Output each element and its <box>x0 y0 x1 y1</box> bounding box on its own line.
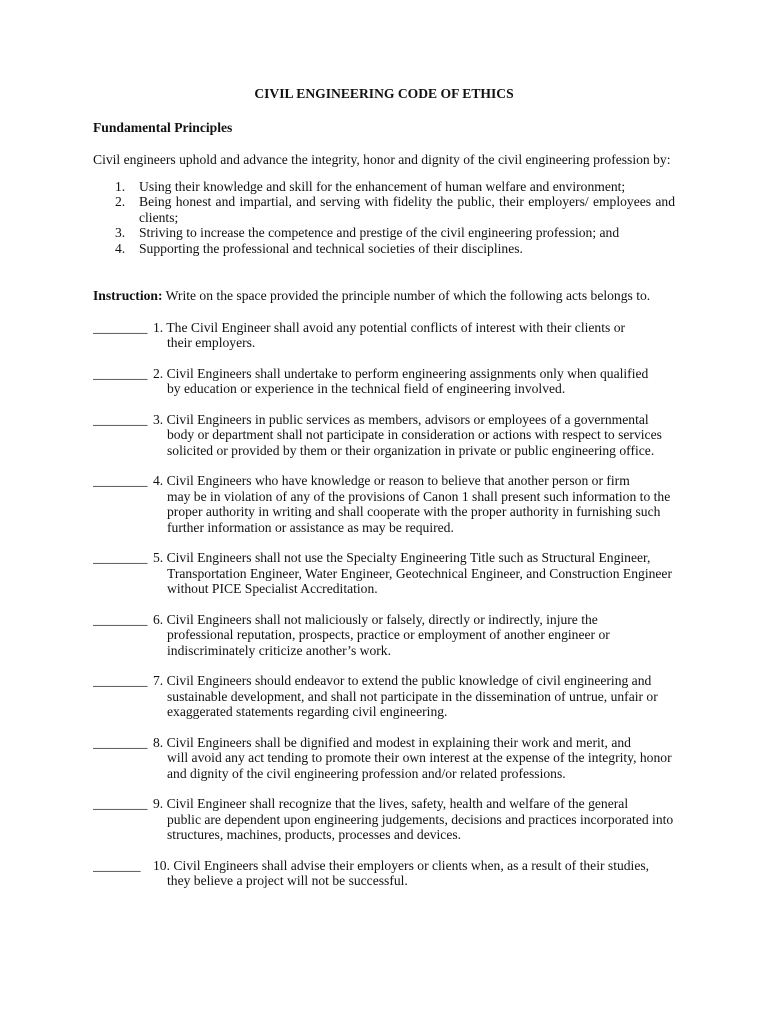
answer-blank[interactable]: ________ <box>93 673 148 688</box>
instruction-text: Write on the space provided the principle number of which the following acts belongs to. <box>162 288 651 303</box>
question-first-line: 7. Civil Engineers should endeavor to extend the public knowledge of civil engineering and <box>153 673 652 688</box>
question-rest: sustainable development, and shall not participate in the dissemination of untrue, unfair or exaggerated statements regarding civil engineering. <box>167 688 658 719</box>
answer-blank[interactable]: ________ <box>93 473 148 488</box>
question-item <box>93 473 675 535</box>
principle-text: Being honest and impartial, and serving with fidelity the public, their employers/ employees and clients; <box>139 194 675 225</box>
question-first-line: 3. Civil Engineers in public services as members, advisors or employees of a governmental <box>153 411 649 427</box>
principle-number: 2. <box>115 194 126 209</box>
question-rest: body or department shall not participate in consideration or actions with respect to services solicited or provided by them or their organization in private or public engineering office. <box>167 427 662 458</box>
question-list <box>93 320 675 889</box>
intro-paragraph: Civil engineers uphold and advance the integrity, honor and dignity of the civil engineering profession by: <box>93 152 671 167</box>
section-heading: Fundamental Principles <box>93 119 233 135</box>
principle-item <box>93 241 675 257</box>
question-item <box>93 550 675 597</box>
document-title: CIVIL ENGINEERING CODE OF ETHICS <box>254 86 514 101</box>
principles-list <box>93 179 675 257</box>
instruction-paragraph <box>93 288 675 304</box>
question-rest: public are dependent upon engineering judgements, decisions and practices incorporated into structures, machines, products, processes and devices. <box>167 811 674 842</box>
answer-blank[interactable]: ________ <box>93 611 148 627</box>
answer-blank[interactable]: _______ <box>93 857 141 873</box>
principle-text: Supporting the professional and technical societies of their disciplines. <box>139 240 523 256</box>
principle-item <box>93 225 675 241</box>
answer-blank[interactable]: ________ <box>93 796 148 811</box>
answer-blank[interactable]: ________ <box>93 411 148 427</box>
question-item <box>93 412 675 459</box>
question-body <box>153 673 675 720</box>
principle-text: Striving to increase the competence and prestige of the civil engineering profession; and <box>139 225 620 240</box>
question-first-line: 1. The Civil Engineer shall avoid any potential conflicts of interest with their clients or <box>153 319 626 335</box>
question-body <box>153 735 675 782</box>
question-rest: by education or experience in the technical field of engineering involved. <box>167 381 566 396</box>
principle-number: 4. <box>115 240 126 256</box>
question-item <box>93 366 675 397</box>
question-first-line: 4. Civil Engineers who have knowledge or reason to believe that another person or firm <box>153 473 630 488</box>
question-body <box>153 612 675 659</box>
question-body <box>153 796 675 843</box>
question-first-line: 6. Civil Engineers shall not maliciously or falsely, directly or indirectly, injure the <box>153 611 598 627</box>
question-item <box>93 858 675 889</box>
question-first-line: 9. Civil Engineer shall recognize that the lives, safety, health and welfare of the general <box>153 796 629 811</box>
question-body <box>153 412 675 459</box>
question-rest: their employers. <box>167 335 256 350</box>
question-rest: Transportation Engineer, Water Engineer, Geotechnical Engineer, and Construction Engineer without PICE Specialist Accreditation. <box>167 565 672 596</box>
question-item <box>93 796 675 843</box>
question-body <box>153 550 675 597</box>
question-rest: may be in violation of any of the provisions of Canon 1 shall present such information to the proper authority in writing and shall cooperate with the proper authority in furnishing such further information or assistance as may be required. <box>167 488 671 535</box>
instruction-label: Instruction: <box>93 288 163 303</box>
document-page <box>93 86 675 904</box>
principle-number: 1. <box>115 178 126 194</box>
question-rest: they believe a project will not be successful. <box>167 873 408 888</box>
question-first-line: 8. Civil Engineers shall be dignified and modest in explaining their work and merit, and <box>153 734 631 750</box>
question-body <box>153 473 675 535</box>
question-body <box>153 366 675 397</box>
answer-blank[interactable]: ________ <box>93 365 148 381</box>
question-rest: will avoid any act tending to promote their own interest at the expense of the integrity, honor and dignity of the civil engineering profession and/or related professions. <box>167 750 672 781</box>
question-first-line: 5. Civil Engineers shall not use the Specialty Engineering Title such as Structural Engineer, <box>153 550 651 565</box>
question-rest: professional reputation, prospects, practice or employment of another engineer or indiscriminately criticize another’s work. <box>167 627 610 658</box>
question-item <box>93 735 675 782</box>
question-first-line: 2. Civil Engineers shall undertake to perform engineering assignments only when qualified <box>153 365 649 381</box>
answer-blank[interactable]: ________ <box>93 734 148 750</box>
question-item <box>93 673 675 720</box>
principle-item <box>93 179 675 195</box>
answer-blank[interactable]: ________ <box>93 319 148 335</box>
principle-item <box>93 194 675 225</box>
question-body <box>153 858 675 889</box>
principle-number: 3. <box>115 225 126 240</box>
answer-blank[interactable]: ________ <box>93 550 148 565</box>
question-body <box>153 320 675 351</box>
question-first-line: 10. Civil Engineers shall advise their employers or clients when, as a result of their studies, <box>153 857 650 873</box>
principle-text: Using their knowledge and skill for the enhancement of human welfare and environment; <box>139 178 626 194</box>
question-item <box>93 612 675 659</box>
question-item <box>93 320 675 351</box>
